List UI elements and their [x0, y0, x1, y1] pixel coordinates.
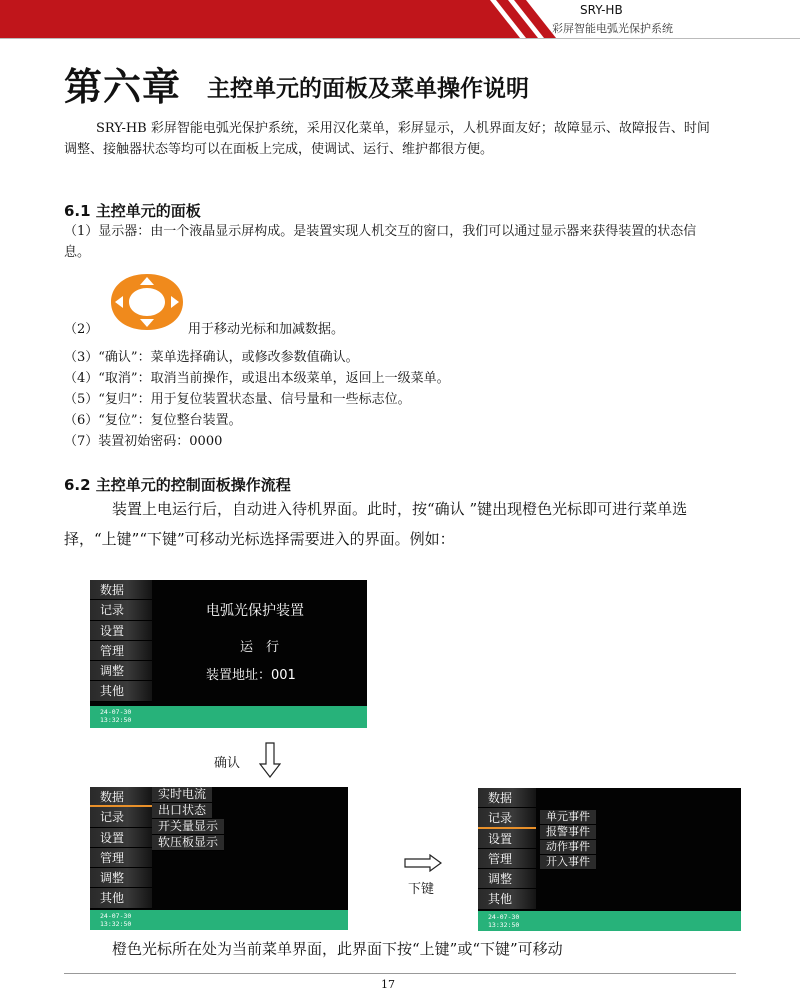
menu-item-adjust[interactable]: 调整	[478, 869, 536, 889]
lcd-data-screen	[90, 787, 348, 930]
bottom-paragraph: 橙色光标所在处为当前菜单界面，此界面下按“上键”或“下键”可移动	[112, 940, 563, 958]
menu-item-record-selected[interactable]: 记录	[478, 808, 536, 828]
lcd-run-state: 运 行	[240, 640, 280, 655]
item-1: （1）显示器：由一个液晶显示屏构成。是装置实现人机交互的窗口，我们可以通过显示器来获得装置的状态信息。	[64, 224, 697, 260]
menu-item-data-selected[interactable]: 数据	[90, 787, 152, 807]
menu-item-other[interactable]: 其他	[90, 888, 152, 908]
lcd-data-menu	[90, 787, 152, 909]
lcd-status-bar	[478, 911, 741, 931]
item-2-prefix: （2）	[64, 322, 99, 337]
menu-item-adjust[interactable]: 调整	[90, 661, 152, 681]
status-date: 24-07-30	[100, 708, 132, 716]
lcd-device-title: 电弧光保护装置	[206, 603, 304, 619]
menu-item-manage[interactable]: 管理	[478, 849, 536, 869]
item-3: （3）“确认”：菜单选择确认，或修改参数值确认。	[64, 350, 359, 365]
submenu-alarm-events[interactable]: 报警事件	[540, 825, 596, 840]
footer-rule	[64, 973, 736, 974]
status-date: 24-07-30	[100, 912, 132, 920]
submenu-soft-plate-display[interactable]: 软压板显示	[152, 835, 224, 851]
status-time: 13:32:50	[488, 921, 520, 929]
menu-item-data[interactable]: 数据	[90, 580, 152, 600]
intro-paragraph: SRY-HB 彩屏智能电弧光保护系统，采用汉化菜单，彩屏显示，人机界面友好；故障显示、故障报告、时间调整、接触器状态等均可以在面板上完成，使调试、运行、维护都很方便。	[64, 121, 710, 157]
menu-item-data[interactable]: 数据	[478, 788, 536, 808]
header-product: SRY-HB	[580, 3, 623, 17]
section-6-2-heading: 6.2 主控单元的控制面板操作流程	[64, 476, 291, 494]
menu-item-settings[interactable]: 设置	[90, 621, 152, 641]
header-system-name: 彩屏智能电弧光保护系统	[552, 22, 673, 35]
direction-pad-icon	[107, 270, 187, 334]
item-5: （5）“复归”：用于复位装置状态量、信号量和一些标志位。	[64, 392, 411, 407]
lcd-record-screen	[478, 788, 741, 931]
record-submenu	[540, 810, 596, 870]
menu-item-other[interactable]: 其他	[478, 889, 536, 909]
item-7: （7）装置初始密码：0000	[64, 434, 223, 449]
header-rule	[0, 38, 800, 39]
chapter-number: 第六章	[64, 64, 182, 109]
chapter-title: 主控单元的面板及菜单操作说明	[207, 76, 529, 102]
menu-item-other[interactable]: 其他	[90, 681, 152, 701]
status-time: 13:32:50	[100, 920, 132, 928]
lcd-main-screen	[90, 580, 367, 728]
menu-item-record[interactable]: 记录	[90, 600, 152, 620]
submenu-unit-events[interactable]: 单元事件	[540, 810, 596, 825]
lcd-device-address: 装置地址：001	[206, 668, 296, 683]
status-time: 13:32:50	[100, 716, 132, 724]
section-6-1-heading: 6.1 主控单元的面板	[64, 202, 201, 220]
data-submenu	[152, 787, 224, 851]
lcd-main-menu	[90, 580, 152, 702]
submenu-input-events[interactable]: 开入事件	[540, 855, 596, 870]
arrow-down-icon	[259, 742, 281, 778]
page-number: 17	[381, 978, 395, 991]
arrow-right-icon	[404, 854, 442, 872]
menu-item-manage[interactable]: 管理	[90, 848, 152, 868]
lcd-status-bar	[90, 910, 348, 930]
lcd-status-bar	[90, 706, 367, 728]
lcd-record-menu	[478, 788, 536, 910]
menu-item-adjust[interactable]: 调整	[90, 868, 152, 888]
submenu-output-status[interactable]: 出口状态	[152, 803, 212, 819]
submenu-action-events[interactable]: 动作事件	[540, 840, 596, 855]
item-6: （6）“复位”：复位整台装置。	[64, 413, 242, 428]
submenu-realtime-current[interactable]: 实时电流	[152, 787, 212, 803]
menu-item-manage[interactable]: 管理	[90, 641, 152, 661]
confirm-key-label: 确认	[214, 756, 241, 771]
section-6-2-paragraph: 装置上电运行后，自动进入待机界面。此时，按“确认 ”键出现橙色光标即可进行菜单选择，“上键”“下键”可移动光标选择需要进入的界面。例如：	[64, 500, 688, 548]
menu-item-settings[interactable]: 设置	[478, 829, 536, 849]
status-date: 24-07-30	[488, 913, 520, 921]
item-4: （4）“取消”：取消当前操作，或退出本级菜单，返回上一级菜单。	[64, 371, 450, 386]
menu-item-settings[interactable]: 设置	[90, 828, 152, 848]
submenu-switch-display[interactable]: 开关量显示	[152, 819, 224, 835]
header-decoration	[0, 0, 800, 38]
item-2-text: 用于移动光标和加减数据。	[188, 322, 345, 337]
down-key-label: 下键	[408, 882, 435, 897]
menu-item-record[interactable]: 记录	[90, 807, 152, 827]
